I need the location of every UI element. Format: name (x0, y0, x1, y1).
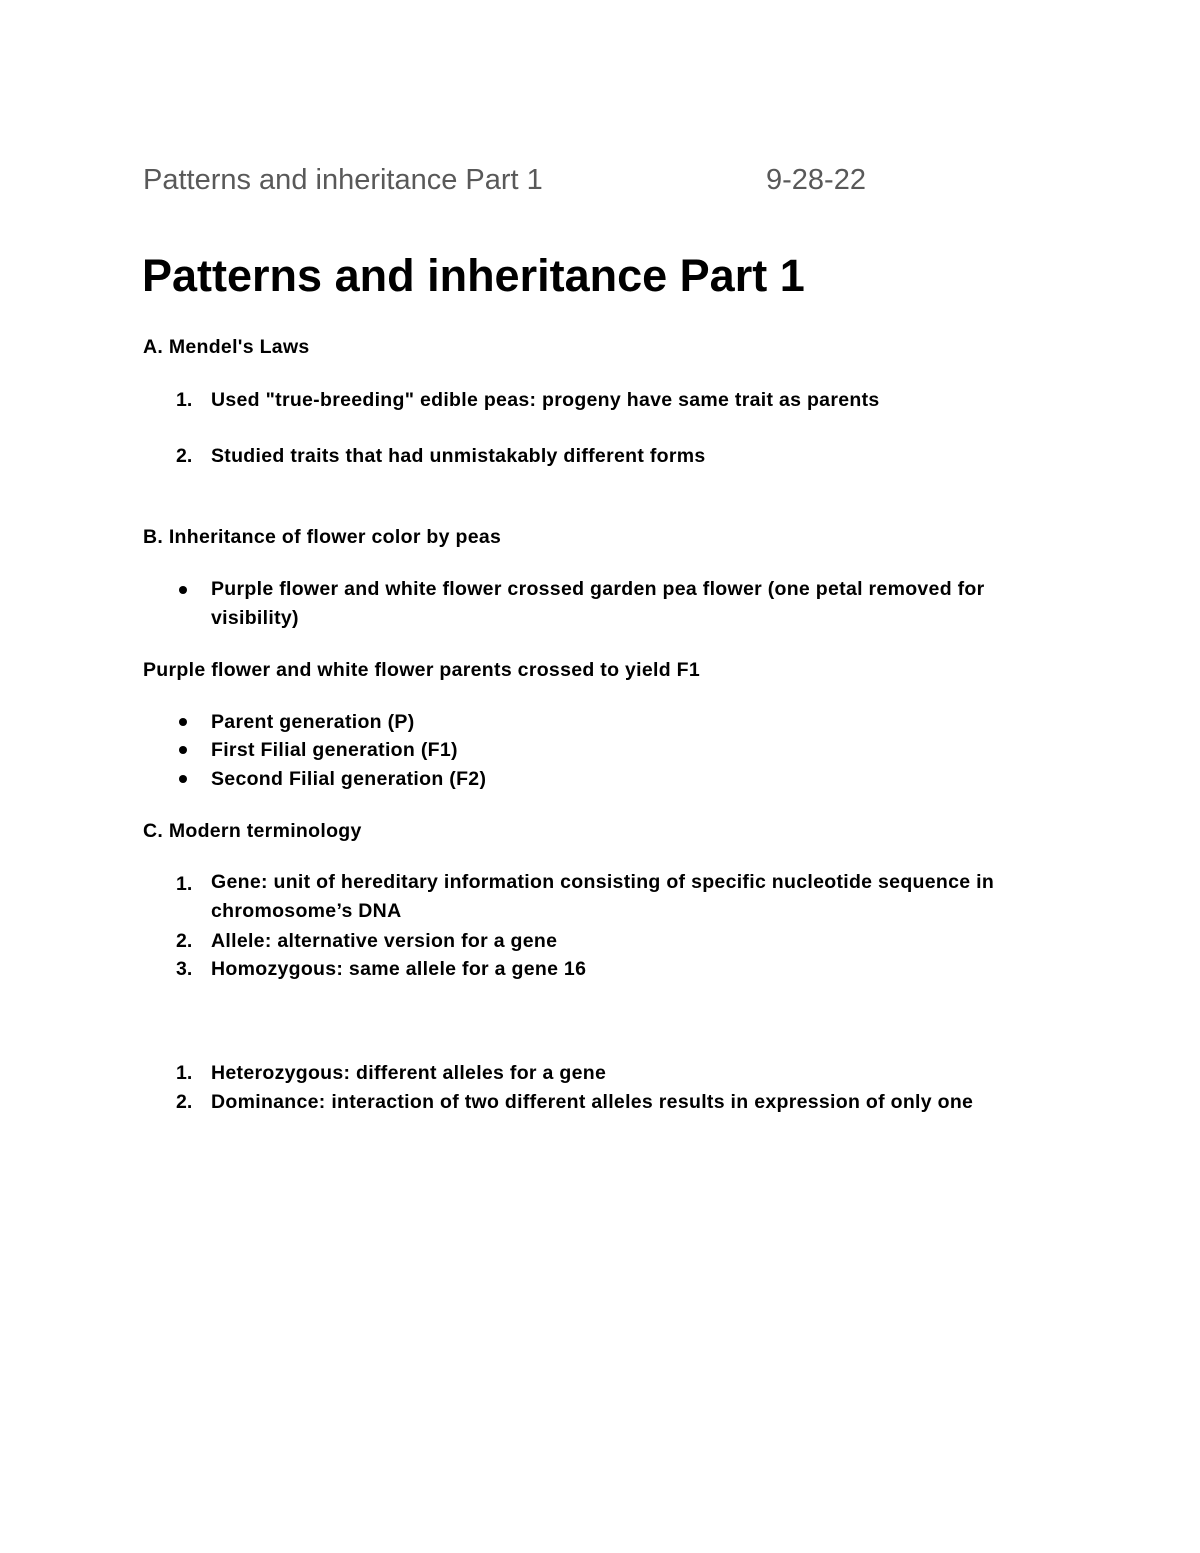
list-item: First Filial generation (F1) (211, 739, 458, 761)
list-item: Allele: alternative version for a gene (211, 930, 558, 952)
list-item: Gene: unit of hereditary information consisting of specific nucleotide sequence in chromosome’s DNA (211, 871, 995, 922)
list-item: Used "true-breeding" edible peas: progeny have same trait as parents (211, 389, 880, 411)
list-item: Studied traits that had unmistakably different forms (211, 445, 706, 467)
list-item: Parent generation (P) (211, 711, 415, 733)
list-item-marker: 1. (176, 1062, 193, 1084)
bullet-icon (179, 586, 187, 594)
bullet-icon (179, 746, 187, 754)
section-a-heading: A. Mendel's Laws (143, 336, 310, 358)
list-item-marker: 2. (176, 930, 193, 952)
list-item: Second Filial generation (F2) (211, 768, 487, 790)
list-item-marker: 2. (176, 1091, 193, 1113)
section-c-heading: C. Modern terminology (143, 820, 362, 842)
list-item-marker: 2. (176, 445, 193, 467)
list-item: Purple flower and white flower crossed garden pea flower (one petal removed for visibility) (211, 578, 985, 629)
header-title: Patterns and inheritance Part 1 (143, 164, 543, 196)
list-item: Heterozygous: different alleles for a gene (211, 1062, 607, 1084)
list-item-marker: 1. (176, 873, 193, 895)
list-item: Dominance: interaction of two different alleles results in expression of only one (211, 1091, 974, 1113)
bullet-icon (179, 718, 187, 726)
list-item: Homozygous: same allele for a gene 16 (211, 958, 587, 980)
section-b-heading: B. Inheritance of flower color by peas (143, 526, 502, 548)
section-b-subheading: Purple flower and white flower parents crossed to yield F1 (143, 659, 701, 681)
page-title: Patterns and inheritance Part 1 (142, 250, 805, 301)
header-date: 9-28-22 (766, 164, 866, 196)
list-item-marker: 1. (176, 389, 193, 411)
list-item-marker: 3. (176, 958, 193, 980)
bullet-icon (179, 775, 187, 783)
